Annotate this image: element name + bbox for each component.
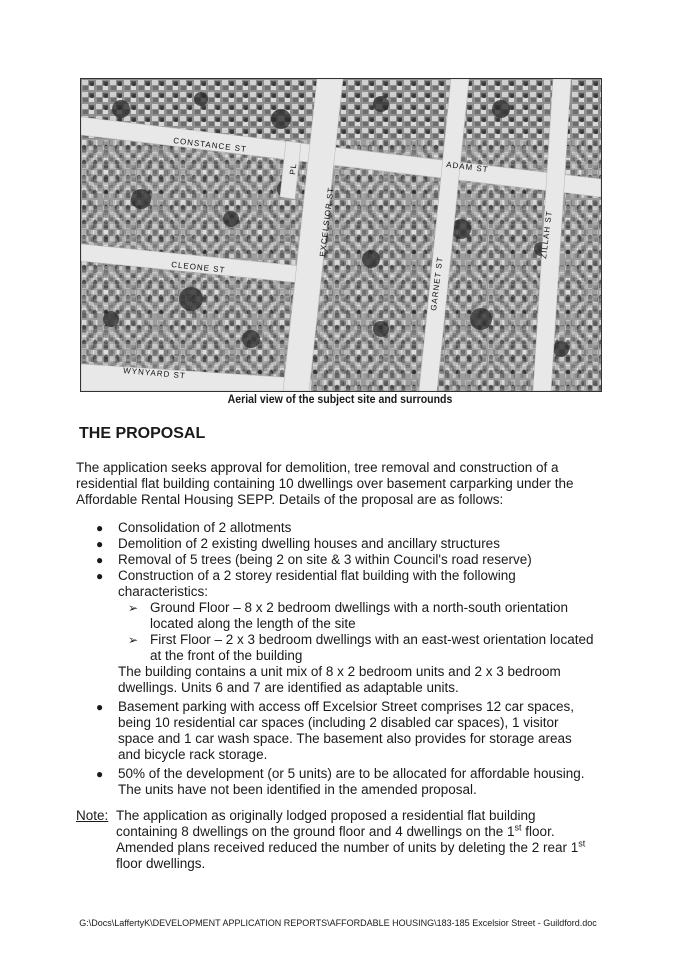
bullet-dot-icon: ● — [96, 767, 104, 781]
note-text-part: floor. Amended plans received reduced the number of units by deleting the 2 rear 1 — [116, 824, 579, 855]
sub-list-item — [118, 632, 594, 664]
note-superscript: st — [578, 838, 586, 849]
note-block — [76, 808, 594, 872]
intro-paragraph: The application seeks approval for demolition, tree removal and construction of a residential flat building containing 10 dwellings over basement carparking under the Affordable Rental Housing SEPP. Details of the proposal are as follows: — [76, 460, 574, 507]
list-item — [76, 568, 594, 696]
street-label-cleone: CLEONE ST — [170, 260, 226, 275]
bullet-text: Construction of a 2 storey residential flat building with the following characteristics: — [118, 568, 516, 599]
bullet-dot-icon: ● — [96, 537, 104, 551]
bullet-text: 50% of the development (or 5 units) are to be allocated for affordable housing. The units have not been identified in the amended proposal. — [118, 766, 585, 797]
note-text-part: floor dwellings. — [116, 856, 206, 871]
street-label-pl: PL — [288, 162, 299, 176]
list-item — [76, 699, 594, 763]
sub-list-item — [118, 600, 594, 632]
list-item — [76, 520, 594, 536]
bullet-dot-icon: ● — [96, 700, 104, 714]
bullet-text: Consolidation of 2 allotments — [118, 520, 292, 535]
bullet-dot-icon: ● — [96, 521, 104, 535]
arrow-bullet-icon: ➢ — [128, 601, 139, 615]
sub-bullet-list — [118, 600, 594, 664]
sub-bullet-text: First Floor – 2 x 3 bedroom dwellings with an east-west orientation located at the front of the building — [150, 632, 594, 663]
bullet-text: Removal of 5 trees (being 2 on site & 3 within Council's road reserve) — [118, 552, 532, 567]
list-item — [76, 536, 594, 552]
file-path-footer: G:\Docs\LaffertyK\DEVELOPMENT APPLICATION REPORTS\AFFORDABLE HOUSING\183-185 Excelsior Street - Guildford.doc — [79, 918, 597, 928]
street-label-excelsior: EXCELSIOR ST — [318, 186, 336, 258]
street-label-garnet: GARNET ST — [429, 255, 445, 312]
street-label-adam: ADAM ST — [445, 160, 490, 175]
street-label-wynyard: WYNYARD ST — [122, 366, 187, 381]
street-label-constance: CONSTANCE ST — [172, 136, 248, 155]
note-text-part: The application as originally lodged proposed a residential flat building containing 8 dwellings on the ground floor and 4 dwellings on the 1 — [116, 808, 536, 839]
image-caption: Aerial view of the subject site and surrounds — [227, 392, 453, 406]
sub-bullet-text: Ground Floor – 8 x 2 bedroom dwellings with a north-south orientation located along the length of the site — [150, 600, 568, 631]
bullet-dot-icon: ● — [96, 569, 104, 583]
bullet-dot-icon: ● — [96, 553, 104, 567]
proposal-bullet-list — [76, 520, 594, 798]
list-item — [76, 766, 594, 798]
note-label: Note: — [76, 808, 109, 823]
aerial-photo — [80, 78, 602, 392]
bullet-continuation-text: The building contains a unit mix of 8 x 2 bedroom units and 2 x 3 bedroom dwellings. Units 6 and 7 are identified as adaptable units. — [118, 664, 561, 695]
street-label-zillah: ZILLAH ST — [539, 209, 554, 260]
aerial-map — [81, 79, 601, 391]
arrow-bullet-icon: ➢ — [128, 633, 139, 647]
list-item — [76, 552, 594, 568]
note-text — [76, 808, 594, 872]
note-superscript: st — [514, 822, 522, 833]
section-heading: THE PROPOSAL — [79, 425, 206, 442]
bullet-text: Basement parking with access off Excelsior Street comprises 12 car spaces, being 10 residential car spaces (including 2 disabled car spaces), 1 visitor space and 1 car wash space. The basement also provides for storage areas and bicycle rack storage. — [118, 699, 574, 762]
bullet-text: Demolition of 2 existing dwelling houses and ancillary structures — [118, 536, 500, 551]
